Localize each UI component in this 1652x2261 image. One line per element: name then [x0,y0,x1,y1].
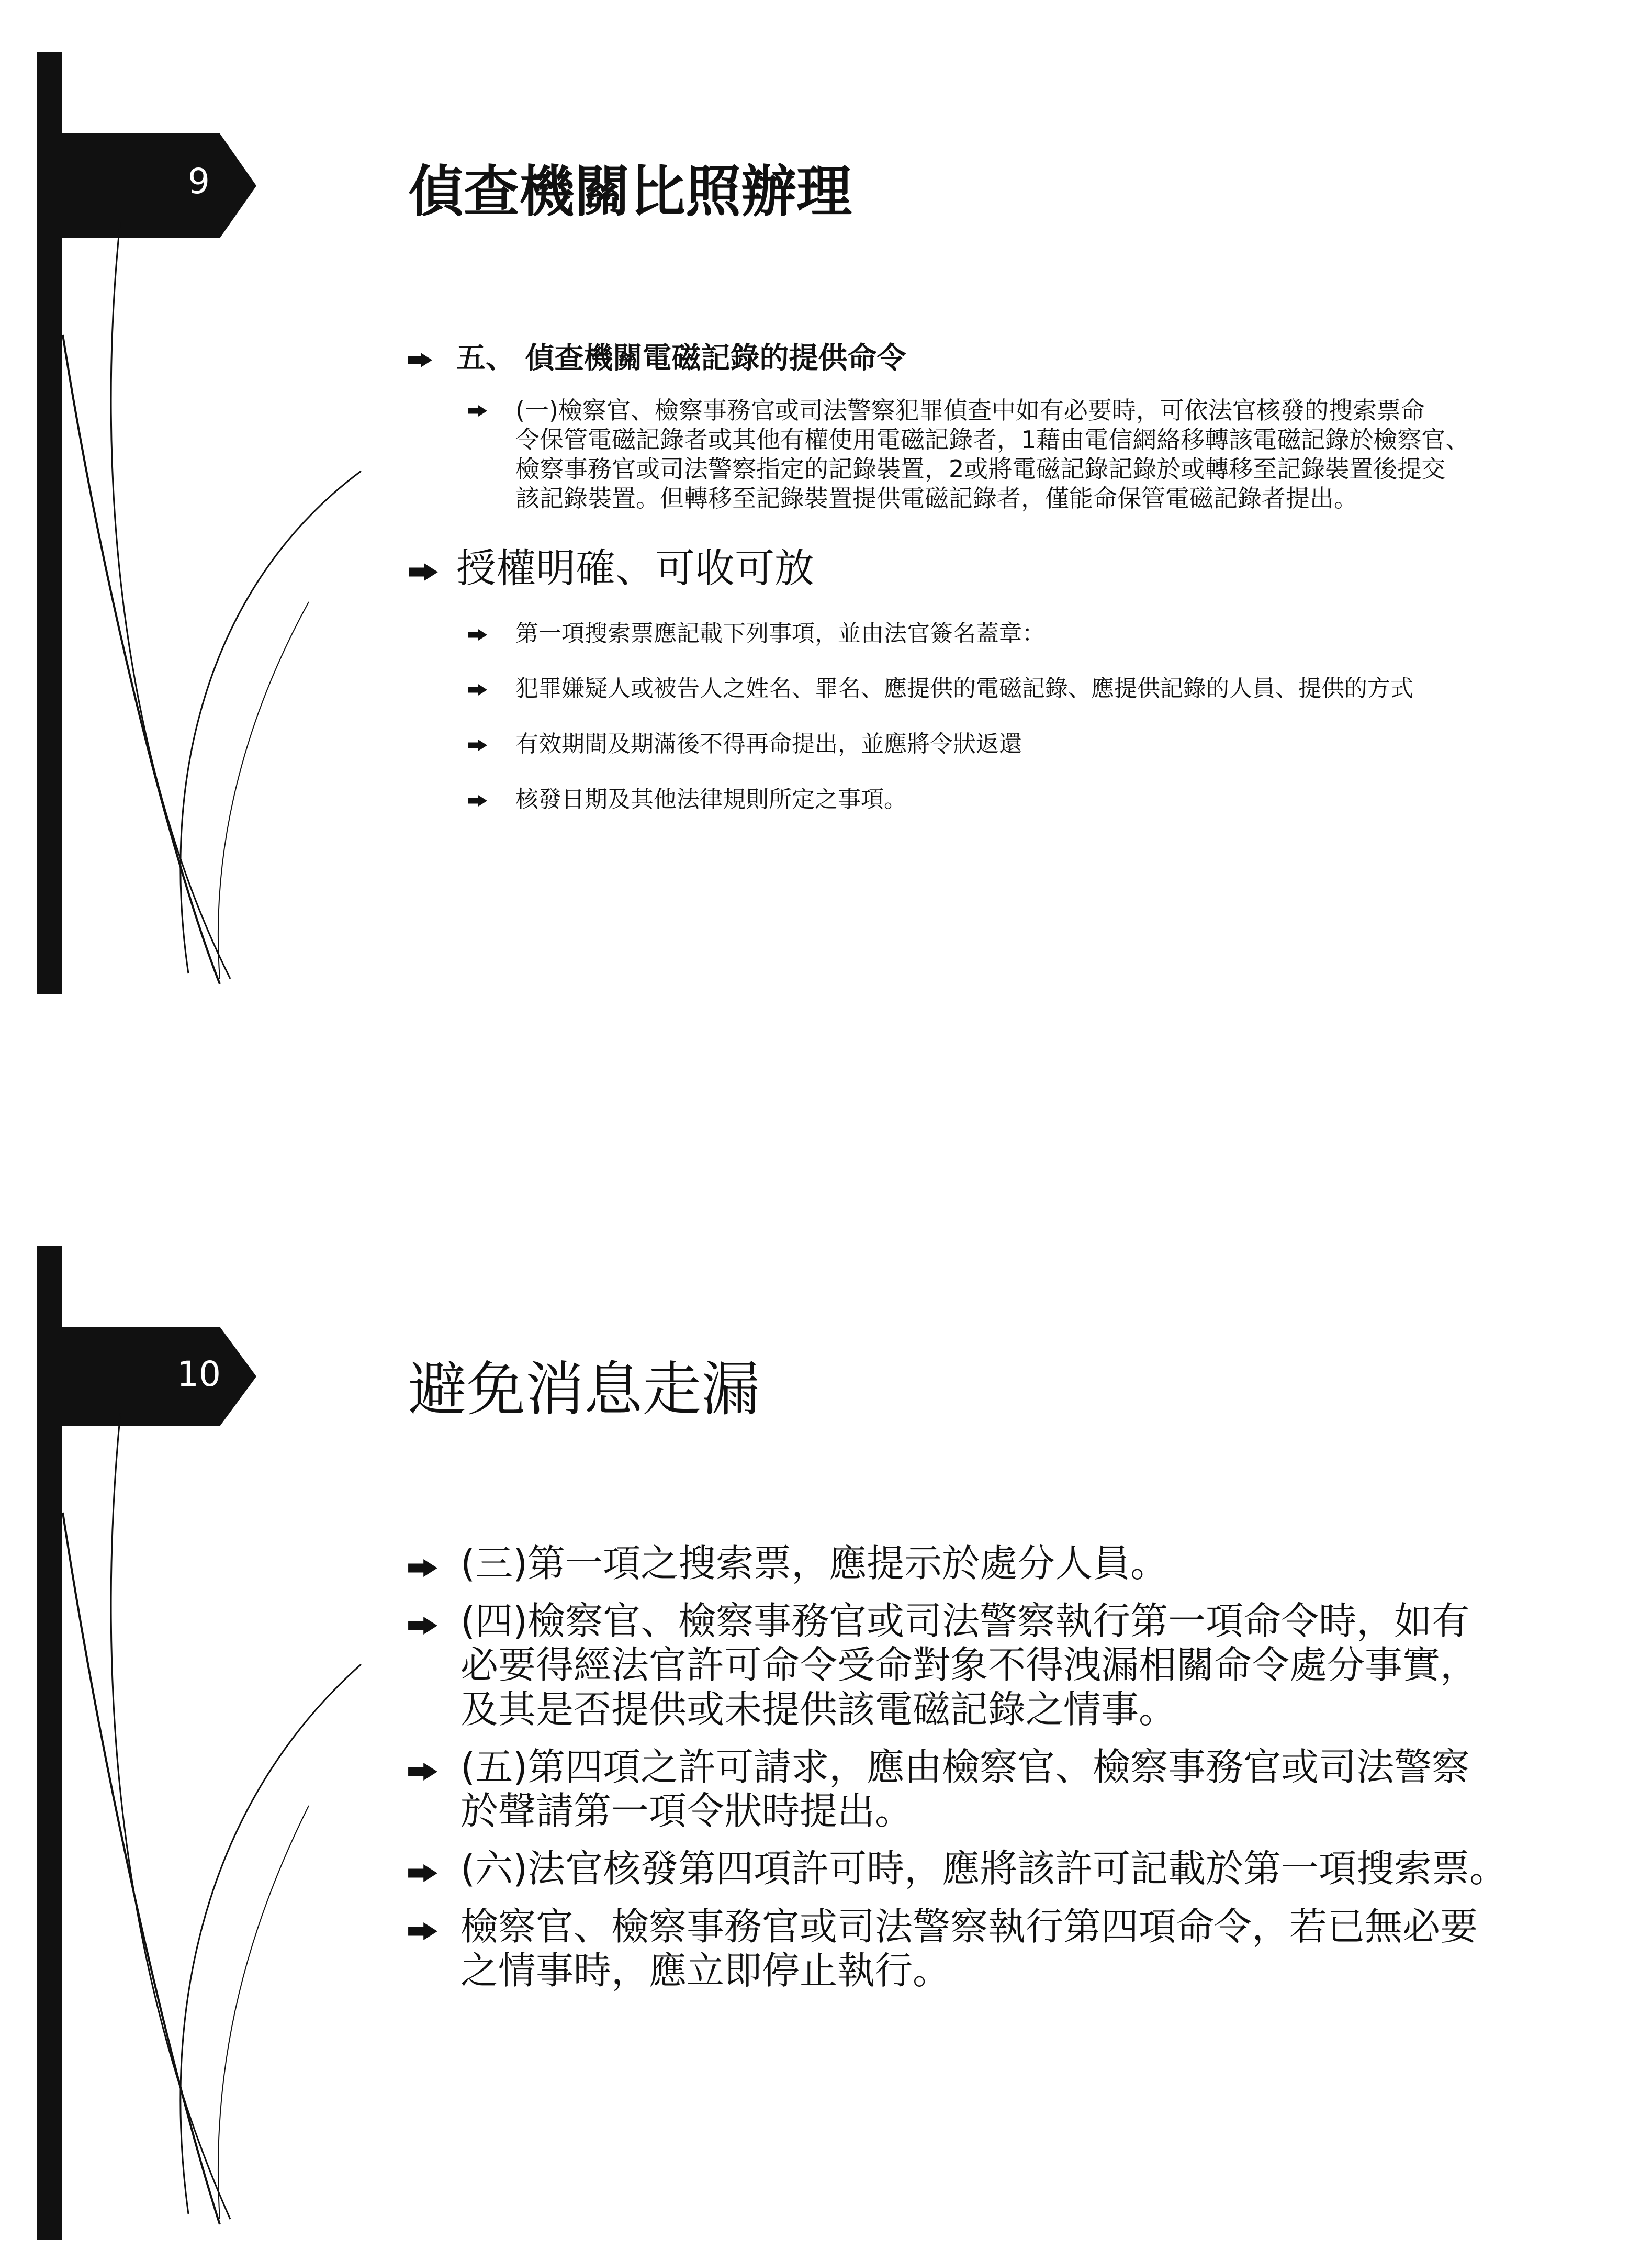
bullet-item [408,1541,1638,1585]
bullet-heading [408,340,1612,377]
sub-bullet-text: (一)檢察官、檢察事務官或司法警察犯罪偵查中如有必要時，可依法官核發的搜索票命 令保管電磁記錄者或其他有權使用電磁記錄者，1藉由電信網絡移轉該電磁記錄於檢察官、 檢察事務官或司法警察指定的記錄裝置，2或將電磁記錄記錄於或轉移至記錄裝置後提交 該記錄裝置。但轉移至記錄裝置提供電磁記錄者，僅能命保管電磁記錄者提出。 [515,396,1470,513]
sub-bullet-text: 核發日期及其他法律規則所定之事項。 [515,786,907,813]
bullet-text: 檢察官、檢察事務官或司法警察執行第四項命令，若已無必要 之情事時，應立即停止執行。 [460,1904,1478,1993]
sub-bullet-text: 第一項搜索票應記載下列事項，並由法官簽名蓋章： [515,620,1045,647]
bullet-text: (六)法官核發第四項許可時，應將該許可記載於第一項搜索票。 [460,1846,1508,1891]
decorative-curve [181,1664,361,2214]
bullet-item [408,1905,1638,1993]
bullet-item [408,1599,1638,1731]
slide-number: 10 [177,1354,221,1394]
slide-9 [0,0,1652,1021]
sub-bullet [468,730,1612,758]
arrow-bullet-icon [468,675,515,696]
slide-body [408,340,1612,813]
sub-bullet [468,675,1612,703]
arrow-bullet-icon [408,544,456,581]
bullet-text: (四)檢察官、檢察事務官或司法警察執行第一項命令時，如有 必要得經法官許可命令受命對象不得洩漏相關命令處分事實， 及其是否提供或未提供該電磁記錄之情事。 [460,1599,1478,1731]
arrow-bullet-icon [468,396,515,417]
slide-title: 避免消息走漏 [408,1356,760,1424]
arrow-bullet-icon [408,1541,460,1577]
slide-title: 偵查機關比照辦理 [408,160,852,224]
arrow-bullet-icon [468,786,515,807]
arrow-bullet-icon [468,620,515,641]
decorative-curve [218,602,309,979]
decorative-curve [63,335,220,984]
sub-bullet-text: 有效期間及期滿後不得再命提出，並應將令狀返還 [515,730,1022,757]
arrow-bullet-icon [408,1745,460,1781]
arrow-bullet-icon [408,340,456,367]
decorative-curve [111,1413,230,2219]
bullet-text: (三)第一項之搜索票，應提示於處分人員。 [460,1541,1168,1585]
slide-10 [0,1240,1652,2261]
sub-bullet [468,396,1536,513]
arrow-bullet-icon [408,1846,460,1882]
bullet-item [408,1745,1638,1833]
sub-bullet [468,786,1612,814]
decorative-curve [218,1806,309,2219]
slide-number: 9 [188,161,210,202]
decorative-curve [181,471,361,973]
sub-bullet-text: 犯罪嫌疑人或被告人之姓名、罪名、應提供的電磁記錄、應提供記錄的人員、提供的方式 [515,675,1413,702]
decorative-curve [111,220,230,979]
decorative-curve [63,1513,220,2224]
bullet-item [408,1846,1638,1890]
arrow-bullet-icon [468,730,515,751]
bullet-section [408,544,1612,592]
slide-body [408,1541,1638,1993]
bullet-section-text: 授權明確、可收可放 [456,545,814,592]
bullet-text: (五)第四項之許可請求，應由檢察官、檢察事務官或司法警察 於聲請第一項令狀時提出。 [460,1744,1470,1833]
arrow-bullet-icon [408,1905,460,1940]
arrow-bullet-icon [408,1599,460,1635]
bullet-heading-text: 五、 偵查機關電磁記錄的提供命令 [456,341,906,375]
sub-bullet [468,620,1612,648]
